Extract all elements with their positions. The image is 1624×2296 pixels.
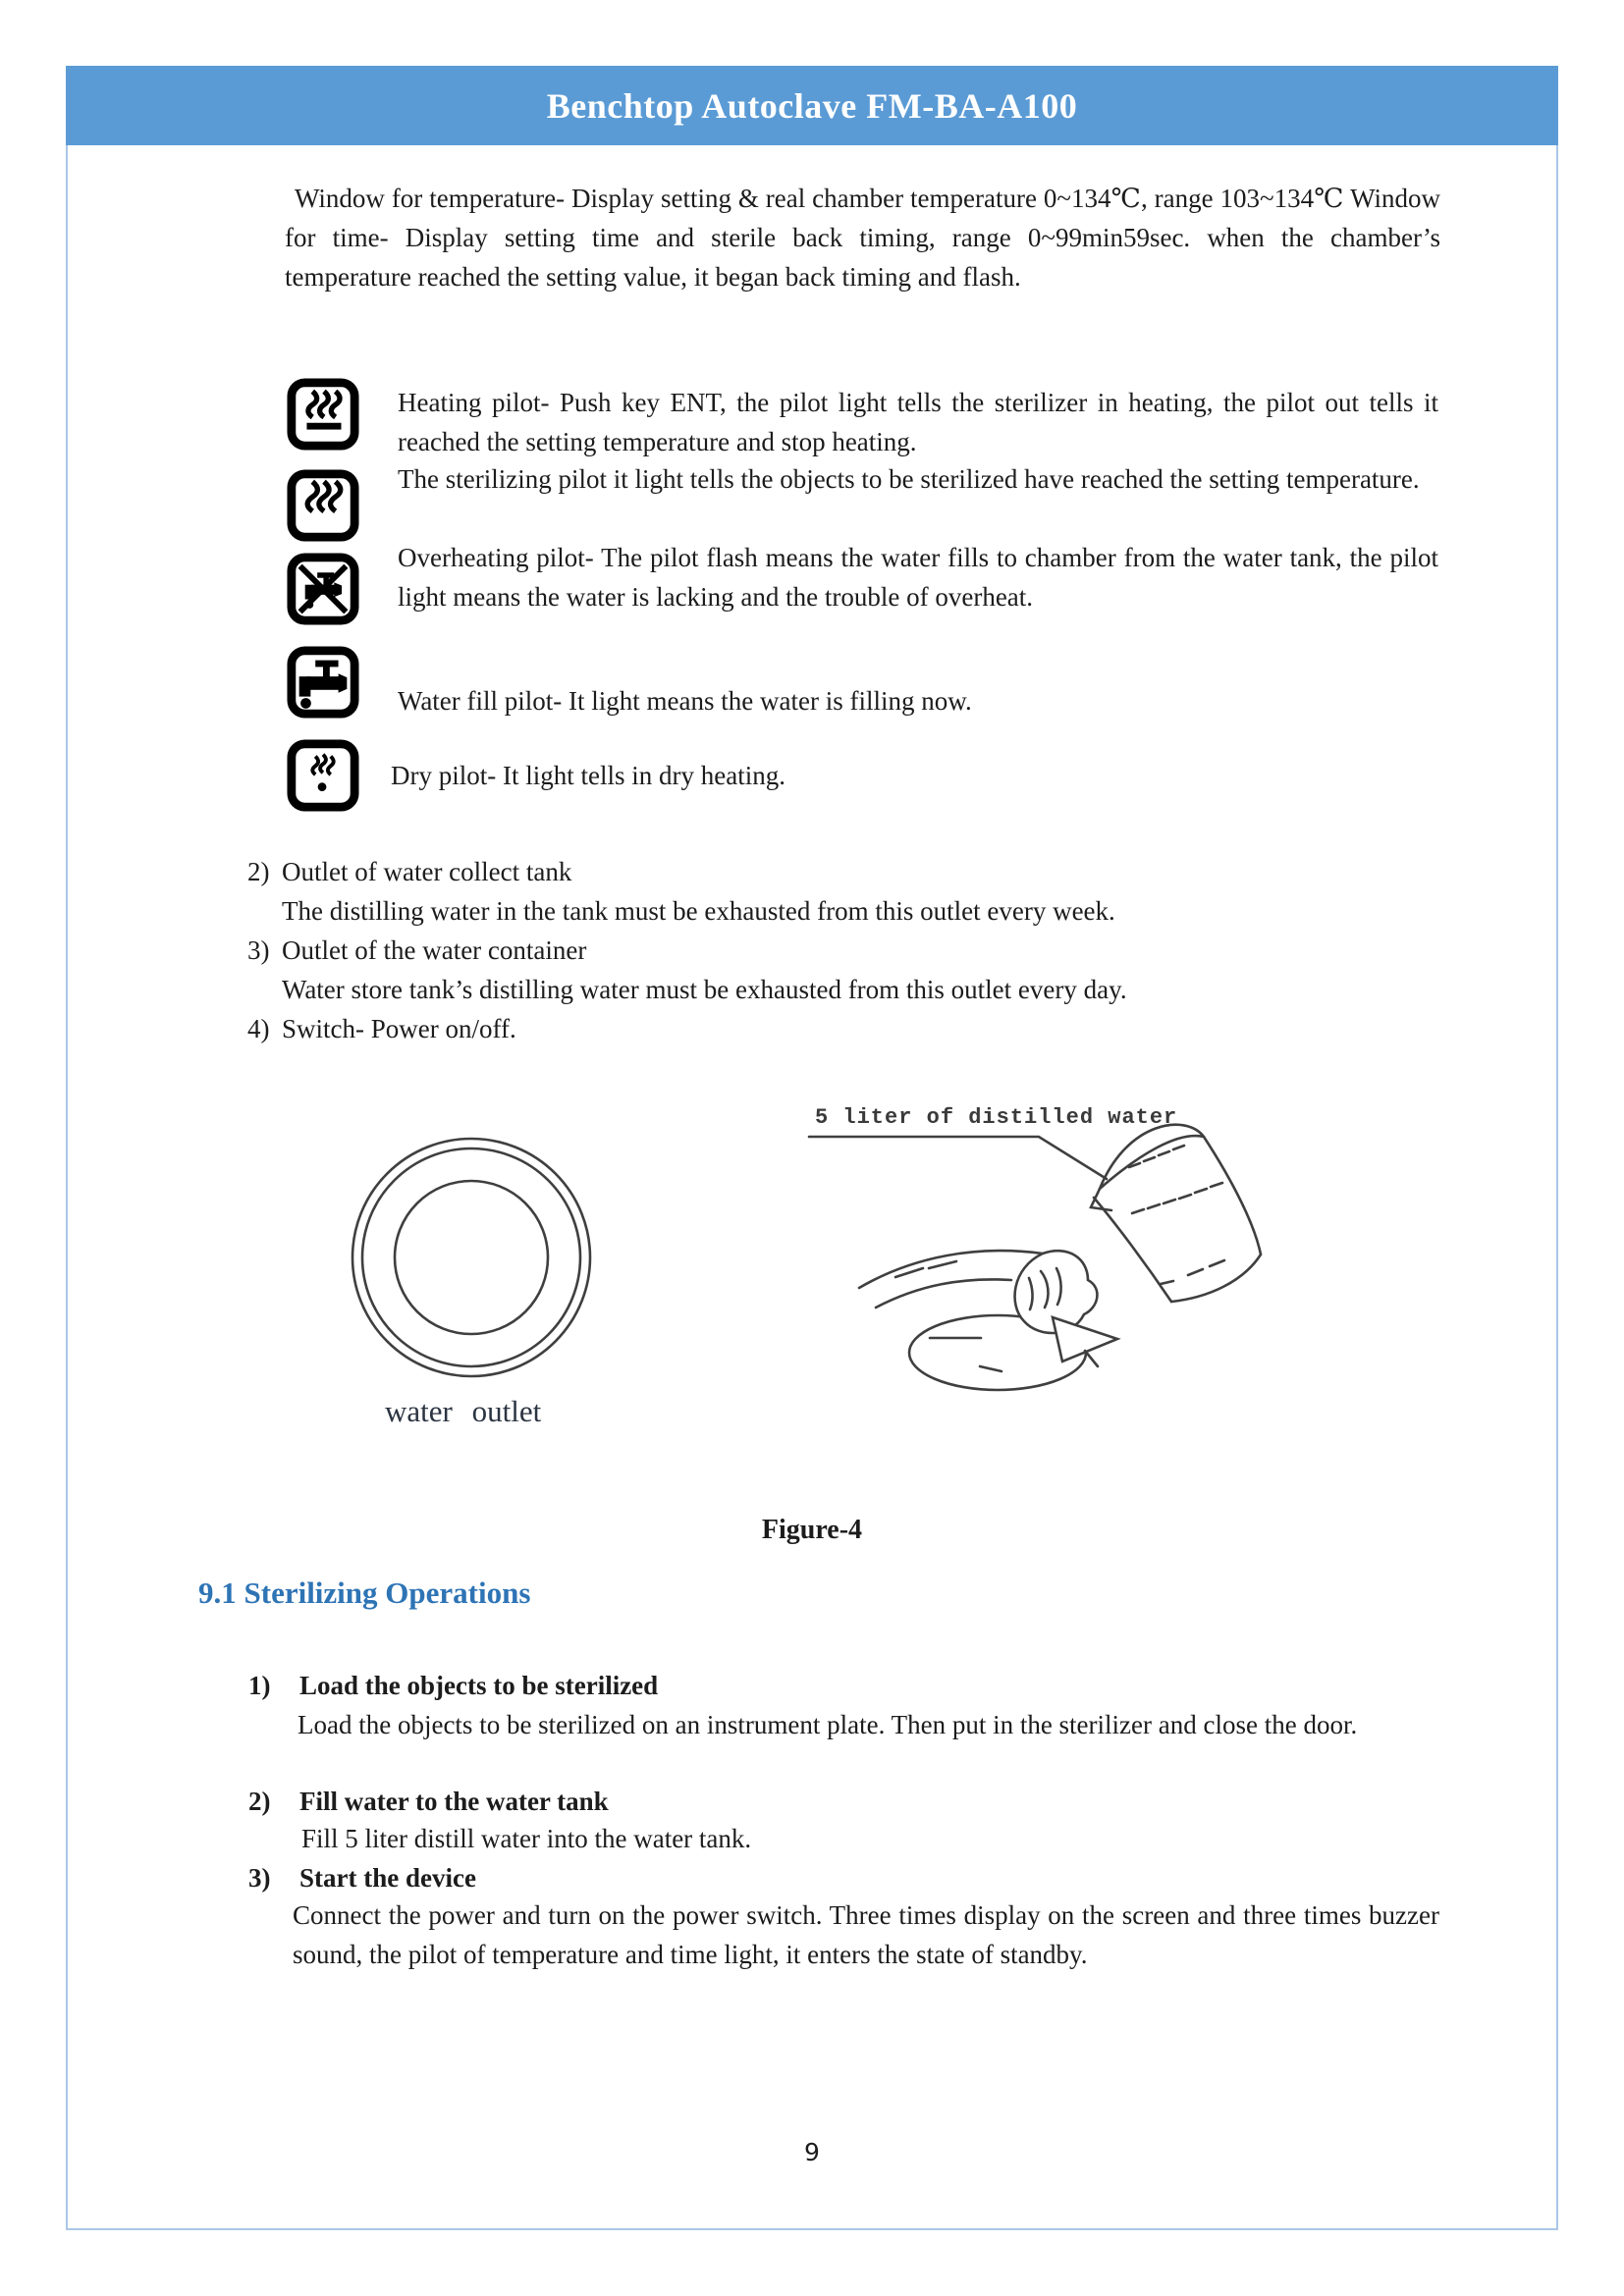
item-title: Switch- Power on/off. bbox=[282, 1014, 516, 1043]
item-number: 3) bbox=[247, 935, 270, 965]
dry-pilot-icon bbox=[287, 739, 359, 812]
step-number: 3) bbox=[248, 1863, 271, 1893]
step-body: Fill 5 liter distill water into the water tank. bbox=[301, 1824, 752, 1853]
water-outlet-figure bbox=[346, 1132, 597, 1383]
sterilizing-pilot-icon bbox=[287, 469, 359, 542]
step-title: Fill water to the water tank bbox=[299, 1787, 609, 1816]
page-header bbox=[66, 66, 1558, 145]
intro-paragraph: Window for temperature- Display setting & real chamber temperature 0~134℃, range 103~134℃ Window for time- Display setting time and sterile back timing, range 0~99min59sec. when the chamber’s temperature reached the setting value, it began back timing and flash. bbox=[285, 184, 1440, 292]
pilot-text-dry: Dry pilot- It light tells in dry heating. bbox=[391, 761, 785, 790]
item-number: 4) bbox=[247, 1014, 270, 1043]
item-body: The distilling water in the tank must be exhausted from this outlet every week. bbox=[282, 896, 1115, 926]
page-title: Benchtop Autoclave FM-BA-A100 bbox=[546, 85, 1078, 126]
pilot-text-heating: Heating pilot- Push key ENT, the pilot light tells the sterilizer in heating, the pilot out tells it reached the setting temperature and stop heating. bbox=[398, 388, 1438, 456]
step-title: Load the objects to be sterilized bbox=[299, 1671, 659, 1700]
pilot-text-sterilizing: The sterilizing pilot it light tells the objects to be sterilized have reached the setting temperature. bbox=[398, 464, 1420, 494]
distilled-water-label: 5 liter of distilled water bbox=[815, 1105, 1178, 1130]
water-outlet-label: water outlet bbox=[385, 1394, 542, 1428]
pilot-text-water-fill: Water fill pilot- It light means the water is filling now. bbox=[398, 686, 972, 716]
step-number: 2) bbox=[248, 1787, 271, 1816]
overheating-pilot-icon bbox=[287, 553, 359, 625]
page-number: 9 bbox=[804, 2138, 820, 2166]
pilot-text-overheating: Overheating pilot- The pilot flash means the water fills to chamber from the water tank, the pilot light means the water is lacking and the trouble of overheat. bbox=[398, 543, 1438, 612]
step-number: 1) bbox=[248, 1671, 271, 1700]
step-title: Start the device bbox=[299, 1863, 476, 1893]
item-title: Outlet of the water container bbox=[282, 935, 587, 965]
heating-pilot-icon bbox=[287, 378, 359, 451]
water-fill-pilot-icon bbox=[287, 646, 359, 719]
item-body: Water store tank’s distilling water must be exhausted from this outlet every day. bbox=[282, 975, 1127, 1004]
section-heading: 9.1 Sterilizing Operations bbox=[198, 1575, 531, 1610]
item-title: Outlet of water collect tank bbox=[282, 857, 572, 886]
fill-water-figure bbox=[805, 1060, 1316, 1472]
step-body: Connect the power and turn on the power switch. Three times display on the screen and three times buzzer sound, the pilot of temperature and time light, it enters the state of standby. bbox=[293, 1900, 1439, 1969]
item-number: 2) bbox=[247, 857, 270, 886]
step-body: Load the objects to be sterilized on an instrument plate. Then put in the sterilizer and close the door. bbox=[298, 1710, 1358, 1739]
figure-caption: Figure-4 bbox=[761, 1515, 863, 1545]
